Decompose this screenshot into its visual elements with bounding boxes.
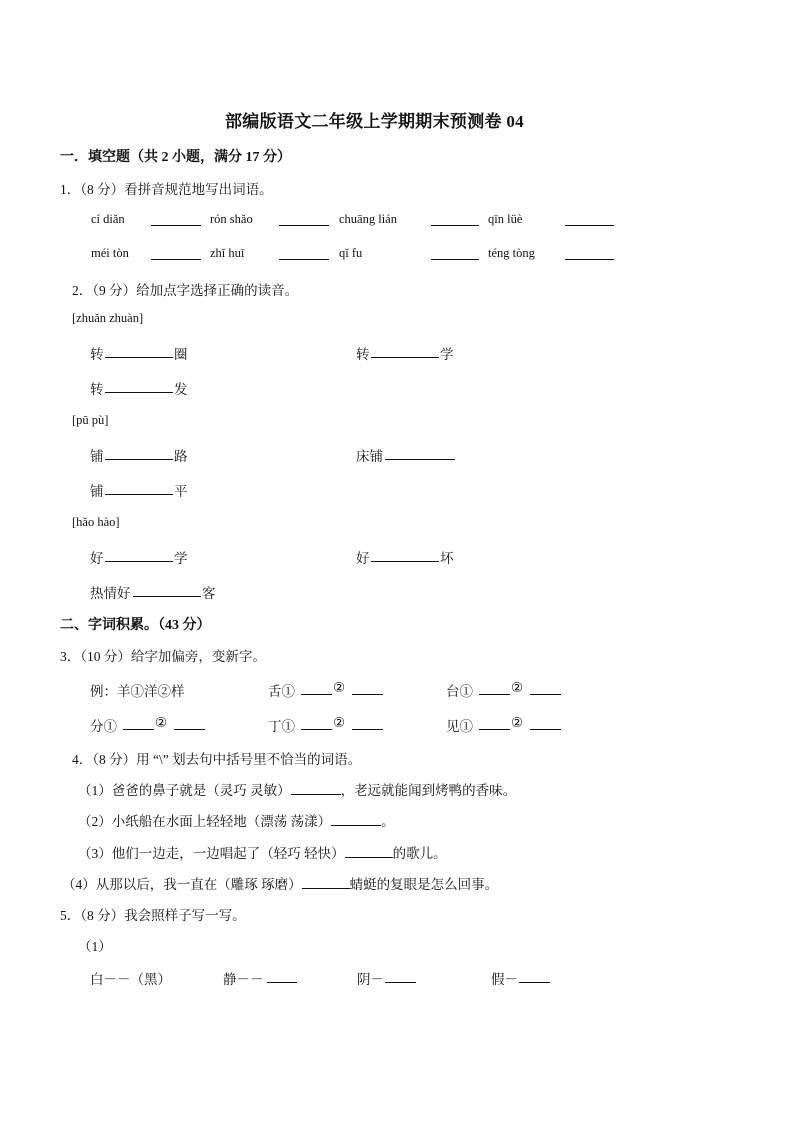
char-item: 路 xyxy=(174,449,188,464)
answer-blank[interactable] xyxy=(352,694,383,695)
question-3-prompt: 3．（10 分）给字加偏旁，变新字。 xyxy=(60,649,266,664)
char-item: 转 xyxy=(356,347,370,362)
example-text: 例：羊①洋②样 xyxy=(90,684,185,699)
pinyin-item: zhǐ huī xyxy=(210,246,245,260)
pinyin-item: chuāng lián xyxy=(339,212,397,226)
answer-blank[interactable] xyxy=(267,982,297,983)
char-item: 平 xyxy=(174,484,188,499)
answer-blank[interactable] xyxy=(279,259,329,260)
pinyin-item: qīn lüè xyxy=(488,212,523,226)
sentence-text: 。 xyxy=(381,814,395,829)
answer-blank[interactable] xyxy=(345,846,393,858)
radical-item: ② xyxy=(511,715,524,730)
radical-item: ② xyxy=(155,715,168,730)
pinyin-options: [hǎo hào] xyxy=(72,515,120,529)
answer-blank[interactable] xyxy=(530,694,561,695)
char-item: 铺 xyxy=(90,449,104,464)
answer-blank[interactable] xyxy=(385,459,455,460)
char-item: 学 xyxy=(174,551,188,566)
question-4-prompt: 4．（8 分）用 “\” 划去句中括号里不恰当的词语。 xyxy=(72,752,362,767)
answer-blank[interactable] xyxy=(371,357,439,358)
answer-blank[interactable] xyxy=(105,392,173,393)
sentence-2 xyxy=(78,810,395,830)
pinyin-item: téng tòng xyxy=(488,246,535,260)
pinyin-item: rón shǎo xyxy=(210,212,253,226)
radical-item: ② xyxy=(333,715,346,730)
radical-item: 见① xyxy=(446,719,473,734)
answer-blank[interactable] xyxy=(151,259,201,260)
radical-item: ② xyxy=(333,680,346,695)
sentence-text: （4）从那以后，我一直在（雕琢 琢磨） xyxy=(62,877,302,892)
answer-blank[interactable] xyxy=(385,982,416,983)
sentence-1 xyxy=(78,779,516,799)
char-item: 铺 xyxy=(90,484,104,499)
pinyin-item: qǐ fu xyxy=(339,246,363,260)
answer-blank[interactable] xyxy=(301,694,332,695)
section-heading-1: 一．填空题（共 2 小题，满分 17 分） xyxy=(60,150,291,165)
char-item: 客 xyxy=(202,586,216,601)
antonym-item: 阴－ xyxy=(357,972,384,987)
answer-blank[interactable] xyxy=(530,729,561,730)
radical-item: 丁① xyxy=(268,719,295,734)
answer-blank[interactable] xyxy=(302,877,350,889)
answer-blank[interactable] xyxy=(105,561,173,562)
sentence-text: （3）他们一边走，一边唱起了（轻巧 轻快） xyxy=(78,846,345,861)
answer-blank[interactable] xyxy=(371,561,439,562)
char-item: 好 xyxy=(90,551,104,566)
question-5-prompt: 5．（8 分）我会照样子写一写。 xyxy=(60,908,246,923)
sentence-text: 的歌儿。 xyxy=(392,846,447,861)
char-item: 坏 xyxy=(440,551,454,566)
answer-blank[interactable] xyxy=(519,982,550,983)
antonym-example: 白－－（黑） xyxy=(90,972,171,987)
answer-blank[interactable] xyxy=(565,259,614,260)
answer-blank[interactable] xyxy=(479,694,510,695)
answer-blank[interactable] xyxy=(291,783,341,795)
answer-blank[interactable] xyxy=(151,225,201,226)
pinyin-options: [pū pù] xyxy=(72,413,109,427)
answer-blank[interactable] xyxy=(431,259,479,260)
sub-question-label: （1） xyxy=(78,939,112,954)
radical-item: ② xyxy=(511,680,524,695)
answer-blank[interactable] xyxy=(174,729,205,730)
sentence-4 xyxy=(62,873,498,893)
radical-item: 舌① xyxy=(268,684,295,699)
answer-blank[interactable] xyxy=(479,729,510,730)
page-title: 部编版语文二年级上学期期末预测卷 04 xyxy=(225,112,524,131)
antonym-item: 假－ xyxy=(491,972,518,987)
answer-blank[interactable] xyxy=(331,814,381,826)
answer-blank[interactable] xyxy=(565,225,614,226)
answer-blank[interactable] xyxy=(105,357,173,358)
pinyin-item: méi tòn xyxy=(91,246,129,260)
char-item: 好 xyxy=(356,551,370,566)
answer-blank[interactable] xyxy=(105,459,173,460)
sentence-3 xyxy=(78,842,447,862)
answer-blank[interactable] xyxy=(352,729,383,730)
char-item: 圈 xyxy=(174,347,188,362)
sentence-text: 蜻蜓的复眼是怎么回事。 xyxy=(349,877,499,892)
antonym-item: 静－－ xyxy=(223,972,264,987)
answer-blank[interactable] xyxy=(123,729,154,730)
answer-blank[interactable] xyxy=(133,596,201,597)
question-1-prompt: 1．（8 分）看拼音规范地写出词语。 xyxy=(60,182,273,197)
char-item: 发 xyxy=(174,382,188,397)
answer-blank[interactable] xyxy=(301,729,332,730)
answer-blank[interactable] xyxy=(105,494,173,495)
radical-item: 分① xyxy=(90,719,117,734)
sentence-text: （1）爸爸的鼻子就是（灵巧 灵敏） xyxy=(78,783,291,798)
pinyin-options: [zhuǎn zhuàn] xyxy=(72,311,144,325)
pinyin-item: cí diǎn xyxy=(91,212,125,226)
answer-blank[interactable] xyxy=(431,225,479,226)
char-item: 床铺 xyxy=(356,449,383,464)
answer-blank[interactable] xyxy=(279,225,329,226)
sentence-text: （2）小纸船在水面上轻轻地（漂荡 荡漾） xyxy=(78,814,332,829)
radical-item: 台① xyxy=(446,684,473,699)
char-item: 学 xyxy=(440,347,454,362)
section-heading-2: 二、字词积累。（43 分） xyxy=(60,618,211,633)
char-item: 热情好 xyxy=(90,586,131,601)
char-item: 转 xyxy=(90,382,104,397)
char-item: 转 xyxy=(90,347,104,362)
question-2-prompt: 2．（9 分）给加点字选择正确的读音。 xyxy=(72,283,299,298)
sentence-text: ，老远就能闻到烤鸭的香味。 xyxy=(340,783,517,798)
